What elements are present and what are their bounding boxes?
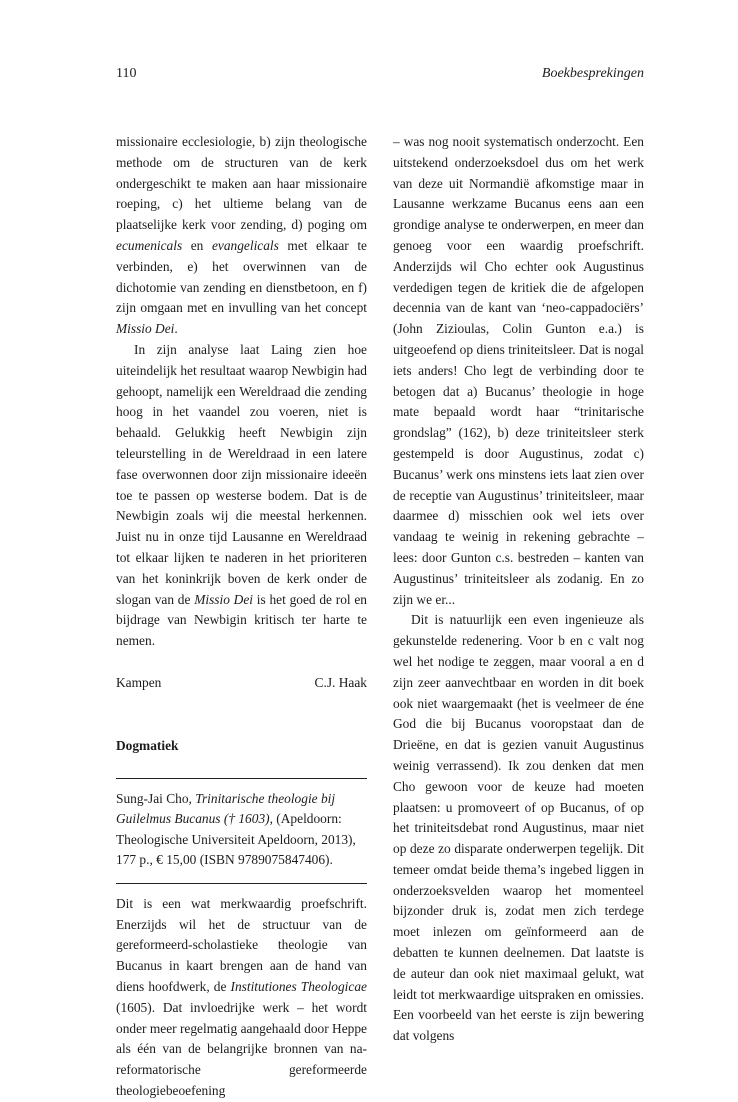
signoff-author: C.J. Haak bbox=[314, 674, 367, 690]
italic-term: evangelicals bbox=[211, 237, 279, 253]
bib-author: Sung-Jai Cho, bbox=[116, 790, 196, 806]
text-run: is het goed de rol en bijdrage van Newbigin kritisch ter harte te nemen. bbox=[116, 591, 368, 649]
italic-term: Missio Dei bbox=[194, 591, 254, 607]
text-run: . bbox=[174, 321, 178, 337]
paragraph bbox=[116, 340, 367, 652]
bib-details: , (Apeldoorn: Theologische Universiteit Apeldoorn, 2013), 177 p., € 15,00 (ISBN 9789075847406). bbox=[116, 811, 356, 868]
italic-term: Missio Dei bbox=[116, 321, 175, 337]
italic-term: ecumenicals bbox=[116, 237, 183, 253]
paragraph bbox=[116, 132, 367, 340]
text-run: (1605). Dat invloedrijke werk – het wordt onder meer regelmatig aangehaald door Heppe als één van de belangrijke bronnen van na-reformatorische gereformeerde theologiebeoefening bbox=[116, 999, 367, 1099]
paragraph bbox=[116, 894, 367, 1102]
text-run: In zijn analyse laat Laing zien hoe uiteindelijk het resultaat waarop Newbigin had gehoopt, namelijk een Wereldraad die zending hoog in het vaandel zou voeren, niet is behaald. Gelukkig heeft Newbigin zijn teleurstelling in de Wereldraad in een latere fase overwonnen door zijn missionaire ideeën toe te passen op westerse bodem. Dat is de Newbigin zoals wij die meestal herkennen. Juist nu in onze tijd Lausanne en Wereldraad tot elkaar lijken te naderen in het prioriteren van het koninkrijk boven de kerk onder de slogan van de bbox=[116, 341, 367, 607]
signoff-place: Kampen bbox=[116, 674, 162, 690]
running-title: Boekbesprekingen bbox=[541, 66, 644, 81]
divider bbox=[116, 883, 367, 884]
italic-term: Institutiones Theologicae bbox=[230, 979, 367, 995]
text-run: Dit is een wat merkwaardig proefschrift. Enerzijds wil het de structuur van de gereformeerd-scholastieke theologie van Bucanus in kaart brengen aan de hand van diens hoofdwerk, de bbox=[116, 895, 367, 995]
bib-title: Trinitarische theologie bij Guilelmus Bucanus († 1603) bbox=[116, 790, 336, 827]
left-column bbox=[116, 132, 367, 1102]
section-title: Dogmatiek bbox=[116, 737, 179, 753]
review-signoff bbox=[116, 673, 367, 694]
paragraph: Dit is natuurlijk een even ingenieuze als gekunstelde redenering. Voor b en c valt nog wel het nodige te zeggen, maar vooral a en d zijn zeer aanvechtbaar en worden in dit boek ook niet waargemaakt (het is veelmeer de éne God die bij Bucanus vooropstaat dan de Drieëne, en dat is gezien vanuit Augustinus weinig verrassend). Ik zou denken dat men Cho gewoon voor de keuze had moeten plaatsen: u promoveert of op Bucanus, of op het triniteitsdebat rond Augustinus, maar niet op deze zo disparate onderwerpen tegelijk. Dit temeer omdat beide thema’s ingebed liggen in onderzoeksvelden waarop het momenteel bijzonder druk is, zodat men zich terdege moet inlezen om geïnformeerd aan de debatten te kunnen deelnemen. Dat laatste is de auteur dan ook niet maximaal gelukt, wat leidt tot merkwaardige uitspraken en omissies. Een voorbeeld van het eerste is zijn bewering dat volgens bbox=[393, 612, 644, 1044]
right-column bbox=[393, 132, 644, 1047]
text-run: met elkaar te verbinden, e) het overwinnen van de dichotomie van zending en dienstbetoon, en f) zijn omgaan met en invulling van het concept bbox=[116, 237, 367, 316]
text-run: en bbox=[182, 237, 212, 253]
text-run: missionaire ecclesiologie, b) zijn theologische methode om de structuren van de kerk ondergeschikt te maken aan haar missionaire roeping, c) het ultieme belang van de plaatselijke kerk voor zending, d) poging om bbox=[116, 134, 367, 233]
bibliographic-entry bbox=[116, 789, 367, 871]
running-header bbox=[116, 66, 644, 86]
paragraph: – was nog nooit systematisch onderzocht. Een uitstekend onderzoeksdoel dus om het werk van deze uit Normandië afkomstige maar in Lausanne werkzame Bucanus eens aan een grondige analyse te onderwerpen, en meer dan genoeg voor een waardig proefschrift. Anderzijds wil Cho echter ook Augustinus verdedigen tegen de kritiek die de afgelopen decennia van de kant van ‘neo-cappadociërs’ (John Zizioulas, Colin Gunton e.a.) is uitgeoefend op diens triniteitsleer. Dat is nogal iets anders! Cho legt de verbinding door te betogen dat a) Bucanus’ theologie in hoge mate bepaald wordt haar “trinitarische grondslag” (162), b) deze triniteitsleer sterk gestempeld is door Augustinus, zodat c) Bucanus’ werk ons minstens iets laat zien over de receptie van Augustinus’ triniteitsleer, maar daarmee d) misschien ook wel iets over vandaag te weinig in rekening gebrachte – lees: door Gunton c.s. bestreden – kanten van Augustinus’ triniteitsleer als zodanig. En zo zijn we er... bbox=[393, 134, 644, 607]
divider bbox=[116, 778, 367, 779]
page-number: 110 bbox=[116, 66, 137, 81]
